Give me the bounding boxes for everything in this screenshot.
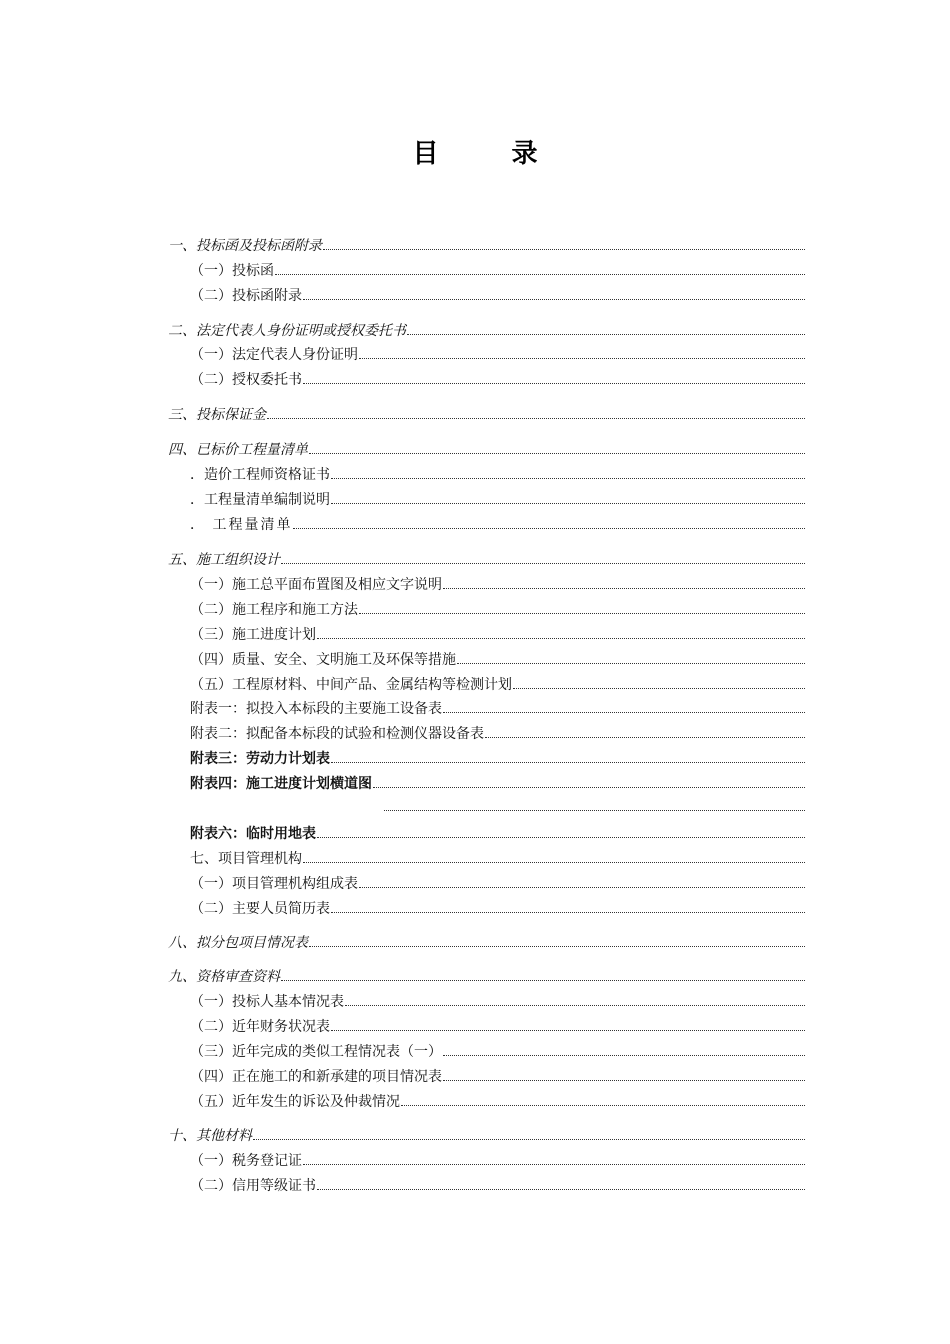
page-title: 目 录 xyxy=(412,139,570,169)
dot-leader xyxy=(331,752,805,763)
dot-leader xyxy=(384,800,805,811)
dot-leader xyxy=(457,653,805,664)
dot-leader xyxy=(331,493,805,504)
toc-entry[interactable] xyxy=(190,466,805,484)
dot-leader xyxy=(443,702,805,713)
toc-entry[interactable] xyxy=(190,775,805,793)
toc-entry[interactable] xyxy=(168,968,805,986)
toc-entry[interactable] xyxy=(190,371,805,389)
toc-entry-label: （一）投标函 xyxy=(190,263,274,279)
toc-entry-label: ．工程量清单编制说明 xyxy=(190,492,330,508)
toc-entry-label: （二）主要人员简历表 xyxy=(190,901,330,917)
toc-entry-label: 十、其他材料 xyxy=(168,1128,252,1144)
toc-entry-label: 二、法定代表人身份证明或授权委托书 xyxy=(168,323,406,339)
dot-leader xyxy=(401,1095,805,1106)
toc-entry[interactable] xyxy=(190,1152,805,1170)
toc-entry[interactable] xyxy=(190,601,805,619)
toc-entry[interactable] xyxy=(190,516,805,534)
toc-entry-label: 四、已标价工程量清单 xyxy=(168,442,308,458)
toc-entry-label: （二）施工程序和施工方法 xyxy=(190,602,358,618)
dot-leader xyxy=(317,827,805,838)
toc-entry-label: （二）近年财务状况表 xyxy=(190,1019,330,1035)
dot-leader xyxy=(317,628,805,639)
dot-leader xyxy=(345,995,805,1006)
toc-entry-label: 八、拟分包项目情况表 xyxy=(168,935,308,951)
dot-leader xyxy=(253,1129,805,1140)
toc-entry[interactable] xyxy=(168,551,805,569)
toc-entry[interactable] xyxy=(190,576,805,594)
toc-entry-label: （三）近年完成的类似工程情况表（一） xyxy=(190,1044,442,1060)
toc-entry[interactable] xyxy=(190,850,805,868)
toc-entry-label: （二）信用等级证书 xyxy=(190,1178,316,1194)
toc-entry[interactable] xyxy=(190,875,805,893)
toc-entry-label: 附表六：临时用地表 xyxy=(190,826,316,842)
dot-leader xyxy=(331,902,805,913)
toc-entry-label: （四）正在施工的和新承建的项目情况表 xyxy=(190,1069,442,1085)
dot-leader xyxy=(303,373,805,384)
toc-entry-label: 附表三：劳动力计划表 xyxy=(190,751,330,767)
toc-entry[interactable] xyxy=(168,237,805,255)
dot-leader xyxy=(281,970,805,981)
toc-entry[interactable] xyxy=(190,626,805,644)
dot-leader xyxy=(309,936,805,947)
toc-entry[interactable] xyxy=(190,900,805,918)
dot-leader xyxy=(281,553,805,564)
toc-entry-label: 七、项目管理机构 xyxy=(190,851,302,867)
toc-entry[interactable] xyxy=(190,750,805,768)
toc-entry[interactable] xyxy=(190,700,805,718)
dot-leader xyxy=(443,1045,805,1056)
dot-leader xyxy=(275,264,805,275)
toc-entry-label: 附表二：拟配备本标段的试验和检测仪器设备表 xyxy=(190,726,484,742)
dot-leader xyxy=(303,1154,805,1165)
dot-leader xyxy=(309,443,805,454)
dot-leader xyxy=(443,1070,805,1081)
toc-entry[interactable] xyxy=(383,800,805,811)
dot-leader xyxy=(293,518,805,529)
dot-leader xyxy=(513,678,805,689)
toc-entry-label: （五）工程原材料、中间产品、金属结构等检测计划 xyxy=(190,677,512,693)
toc-entry[interactable] xyxy=(168,934,805,952)
toc-entry-label: 附表一：拟投入本标段的主要施工设备表 xyxy=(190,701,442,717)
toc-entry[interactable] xyxy=(168,441,805,459)
toc-entry[interactable] xyxy=(190,346,805,364)
toc-entry-label: （一）施工总平面布置图及相应文字说明 xyxy=(190,577,442,593)
dot-leader xyxy=(359,603,805,614)
dot-leader xyxy=(331,1020,805,1031)
toc-entry-label: （二）授权委托书 xyxy=(190,372,302,388)
toc-entry-label: （一）法定代表人身份证明 xyxy=(190,347,358,363)
toc-entry-label: 附表四：施工进度计划横道图 xyxy=(190,776,372,792)
toc-entry[interactable] xyxy=(168,406,805,424)
dot-leader xyxy=(443,578,805,589)
toc-entry[interactable] xyxy=(190,1093,805,1111)
dot-leader xyxy=(267,408,805,419)
toc-entry[interactable] xyxy=(190,825,805,843)
toc-entry-label: （一）投标人基本情况表 xyxy=(190,994,344,1010)
toc-entry[interactable] xyxy=(190,491,805,509)
toc-entry[interactable] xyxy=(190,1018,805,1036)
toc-entry-label: （五）近年发生的诉讼及仲裁情况 xyxy=(190,1094,400,1110)
toc-entry-label: 一、投标函及投标函附录 xyxy=(168,238,322,254)
toc-entry[interactable] xyxy=(190,1068,805,1086)
dot-leader xyxy=(331,468,805,479)
toc-entry[interactable] xyxy=(190,1177,805,1195)
toc-entry[interactable] xyxy=(168,1127,805,1145)
dot-leader xyxy=(303,852,805,863)
toc-entry[interactable] xyxy=(190,725,805,743)
toc-entry-label: （一）税务登记证 xyxy=(190,1153,302,1169)
dot-leader xyxy=(373,777,805,788)
dot-leader xyxy=(317,1179,805,1190)
toc-entry[interactable] xyxy=(190,651,805,669)
toc-entry-label: （二）投标函附录 xyxy=(190,288,302,304)
toc-entry-label: （三）施工进度计划 xyxy=(190,627,316,643)
toc-entry[interactable] xyxy=(190,287,805,305)
toc-entry-label: 九、资格审查资料 xyxy=(168,969,280,985)
toc-entry-label: ． 工程量清单 xyxy=(190,517,293,533)
dot-leader xyxy=(485,727,805,738)
toc-entry-label: （四）质量、安全、文明施工及环保等措施 xyxy=(190,652,456,668)
dot-leader xyxy=(303,289,805,300)
dot-leader xyxy=(359,348,805,359)
toc-entry-label: （一）项目管理机构组成表 xyxy=(190,876,358,892)
toc-entry[interactable] xyxy=(168,322,805,340)
toc-entry[interactable] xyxy=(190,1043,805,1061)
toc-entry[interactable] xyxy=(190,262,805,280)
dot-leader xyxy=(359,877,805,888)
toc-entry-label: 三、投标保证金 xyxy=(168,407,266,423)
dot-leader xyxy=(323,239,805,250)
toc-entry-label: ．造价工程师资格证书 xyxy=(190,467,330,483)
toc-entry-label: 五、施工组织设计 xyxy=(168,552,280,568)
dot-leader xyxy=(407,324,805,335)
toc-entry[interactable] xyxy=(190,676,805,694)
toc-entry[interactable] xyxy=(190,993,805,1011)
